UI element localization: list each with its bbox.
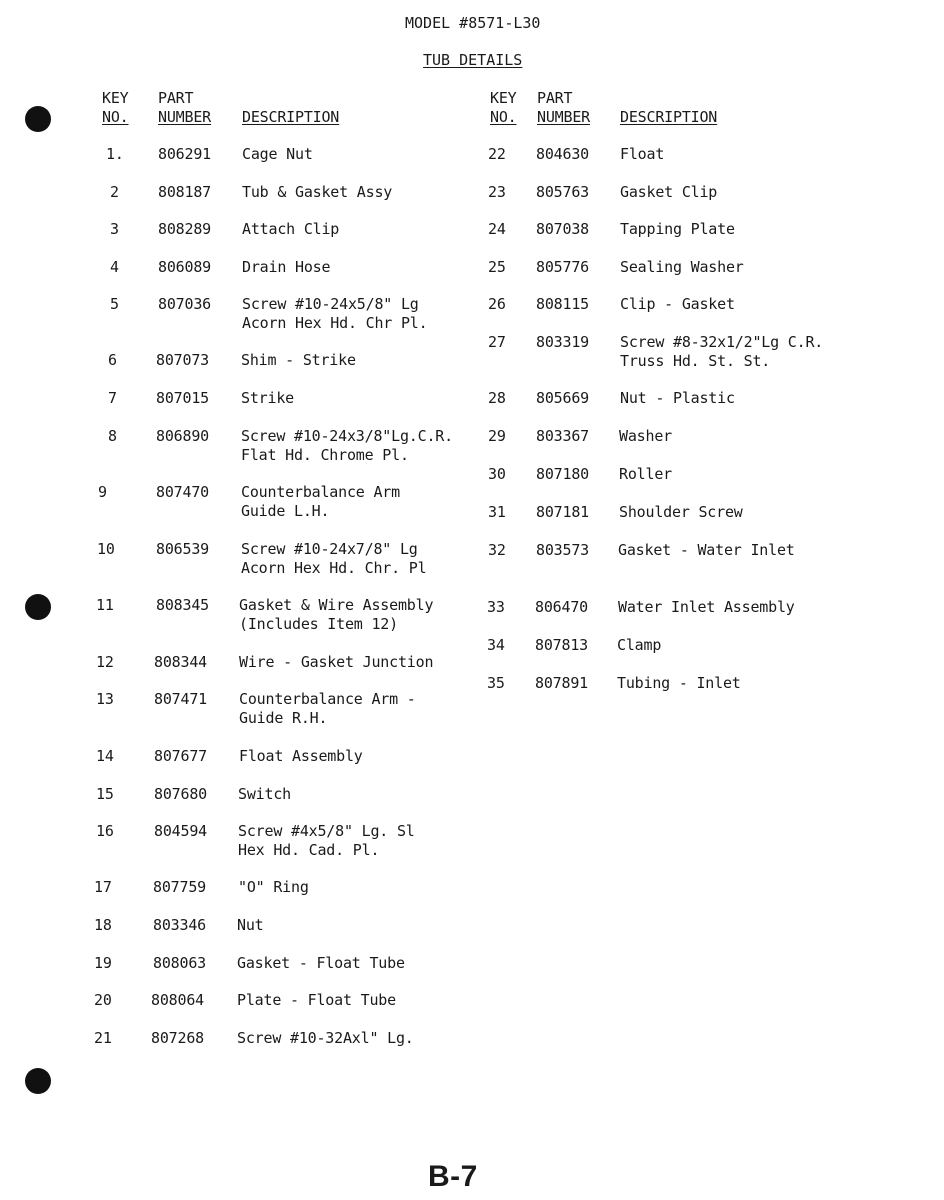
part-number: 807038: [536, 220, 589, 238]
part-description: Washer: [619, 427, 672, 445]
part-number: 804630: [536, 145, 589, 163]
model-title: MODEL #8571-L30: [405, 14, 541, 32]
part-number: 807073: [156, 351, 209, 369]
part-number: 806890: [156, 427, 209, 445]
key-number: 1.: [106, 145, 124, 163]
part-number: 806089: [158, 258, 211, 276]
part-description: Drain Hose: [242, 258, 331, 276]
part-description: Shim - Strike: [241, 351, 356, 369]
key-number: 22: [488, 145, 506, 163]
part-number: 807471: [154, 690, 207, 708]
page-number: B-7: [428, 1160, 478, 1193]
key-number: 24: [488, 220, 506, 238]
part-number: 808344: [154, 653, 207, 671]
key-number: 19: [94, 954, 112, 972]
part-number: 807891: [535, 674, 588, 692]
description-header: DESCRIPTION: [242, 108, 340, 126]
key-number: 27: [488, 333, 506, 351]
part-description: Float: [620, 145, 665, 163]
part-description: Screw #10-24x5/8" Lg Acorn Hex Hd. Chr Pl.: [242, 295, 428, 332]
part-number: 808063: [153, 954, 206, 972]
part-description: Screw #4x5/8" Lg. Sl Hex Hd. Cad. Pl.: [238, 822, 415, 859]
part-header-line1: PART: [537, 89, 573, 107]
part-number: 807181: [536, 503, 589, 521]
part-number: 804594: [154, 822, 207, 840]
part-description: Clamp: [617, 636, 662, 654]
description-header: DESCRIPTION: [620, 108, 718, 126]
key-number: 14: [96, 747, 114, 765]
key-number: 20: [94, 991, 112, 1009]
part-number: 807470: [156, 483, 209, 501]
key-number: 18: [94, 916, 112, 934]
part-number: 808345: [156, 596, 209, 614]
key-header-line2: NO.: [102, 108, 129, 126]
part-header-line2: NUMBER: [537, 108, 590, 126]
part-number: 808064: [151, 991, 204, 1009]
part-number: 807268: [151, 1029, 204, 1047]
punch-hole-middle: [25, 594, 51, 620]
key-number: 12: [96, 653, 114, 671]
key-number: 35: [487, 674, 505, 692]
key-number: 32: [488, 541, 506, 559]
key-number: 23: [488, 183, 506, 201]
key-number: 30: [488, 465, 506, 483]
part-description: Gasket - Water Inlet: [618, 541, 795, 559]
part-description: Gasket - Float Tube: [237, 954, 405, 972]
part-description: Attach Clip: [242, 220, 340, 238]
part-description: Water Inlet Assembly: [618, 598, 795, 616]
key-number: 33: [487, 598, 505, 616]
part-description: Sealing Washer: [620, 258, 744, 276]
part-number: 806291: [158, 145, 211, 163]
key-header-line2: NO.: [490, 108, 517, 126]
key-number: 3: [110, 220, 119, 238]
part-description: Nut - Plastic: [620, 389, 735, 407]
key-number: 7: [108, 389, 117, 407]
part-description: Tub & Gasket Assy: [242, 183, 393, 201]
key-number: 34: [487, 636, 505, 654]
key-header-line1: KEY: [102, 89, 129, 107]
part-number: 807036: [158, 295, 211, 313]
part-number: 803573: [536, 541, 589, 559]
key-number: 16: [96, 822, 114, 840]
part-number: 805763: [536, 183, 589, 201]
part-description: Tubing - Inlet: [617, 674, 741, 692]
key-number: 11: [96, 596, 114, 614]
part-description: Shoulder Screw: [619, 503, 743, 521]
part-description: Counterbalance Arm Guide L.H.: [241, 483, 400, 520]
part-description: Strike: [241, 389, 294, 407]
part-number: 806470: [535, 598, 588, 616]
key-number: 4: [110, 258, 119, 276]
key-number: 8: [108, 427, 117, 445]
key-number: 2: [110, 183, 119, 201]
part-number: 807813: [535, 636, 588, 654]
part-description: Wire - Gasket Junction: [239, 653, 434, 671]
part-description: Counterbalance Arm - Guide R.H.: [239, 690, 416, 727]
part-number: 807180: [536, 465, 589, 483]
key-number: 21: [94, 1029, 112, 1047]
part-description: Screw #8-32x1/2"Lg C.R. Truss Hd. St. St.: [620, 333, 824, 370]
part-description: Gasket & Wire Assembly (Includes Item 12): [239, 596, 434, 633]
part-description: Screw #10-32Axl" Lg.: [237, 1029, 414, 1047]
part-description: Float Assembly: [239, 747, 363, 765]
part-description: "O" Ring: [238, 878, 309, 896]
part-description: Switch: [238, 785, 291, 803]
part-number: 803346: [153, 916, 206, 934]
part-description: Roller: [619, 465, 672, 483]
part-description: Plate - Float Tube: [237, 991, 396, 1009]
part-header-line2: NUMBER: [158, 108, 211, 126]
part-number: 808289: [158, 220, 211, 238]
part-number: 807015: [156, 389, 209, 407]
part-number: 808115: [536, 295, 589, 313]
part-description: Tapping Plate: [620, 220, 735, 238]
key-number: 17: [94, 878, 112, 896]
part-number: 803367: [536, 427, 589, 445]
part-description: Screw #10-24x7/8" Lg Acorn Hex Hd. Chr. Pl: [241, 540, 427, 577]
key-number: 28: [488, 389, 506, 407]
part-number: 805669: [536, 389, 589, 407]
key-number: 10: [97, 540, 115, 558]
part-header-line1: PART: [158, 89, 194, 107]
key-number: 15: [96, 785, 114, 803]
part-number: 807759: [153, 878, 206, 896]
section-title: TUB DETAILS: [423, 51, 523, 69]
punch-hole-bottom: [25, 1068, 51, 1094]
key-number: 31: [488, 503, 506, 521]
key-number: 5: [110, 295, 119, 313]
part-number: 808187: [158, 183, 211, 201]
part-number: 807677: [154, 747, 207, 765]
part-description: Nut: [237, 916, 264, 934]
key-number: 6: [108, 351, 117, 369]
part-number: 807680: [154, 785, 207, 803]
part-number: 805776: [536, 258, 589, 276]
key-number: 29: [488, 427, 506, 445]
punch-hole-top: [25, 106, 51, 132]
key-number: 13: [96, 690, 114, 708]
part-description: Cage Nut: [242, 145, 313, 163]
part-number: 803319: [536, 333, 589, 351]
part-description: Screw #10-24x3/8"Lg.C.R. Flat Hd. Chrome Pl.: [241, 427, 453, 464]
part-description: Gasket Clip: [620, 183, 718, 201]
part-number: 806539: [156, 540, 209, 558]
key-number: 9: [98, 483, 107, 501]
key-header-line1: KEY: [490, 89, 517, 107]
key-number: 26: [488, 295, 506, 313]
key-number: 25: [488, 258, 506, 276]
part-description: Clip - Gasket: [620, 295, 735, 313]
